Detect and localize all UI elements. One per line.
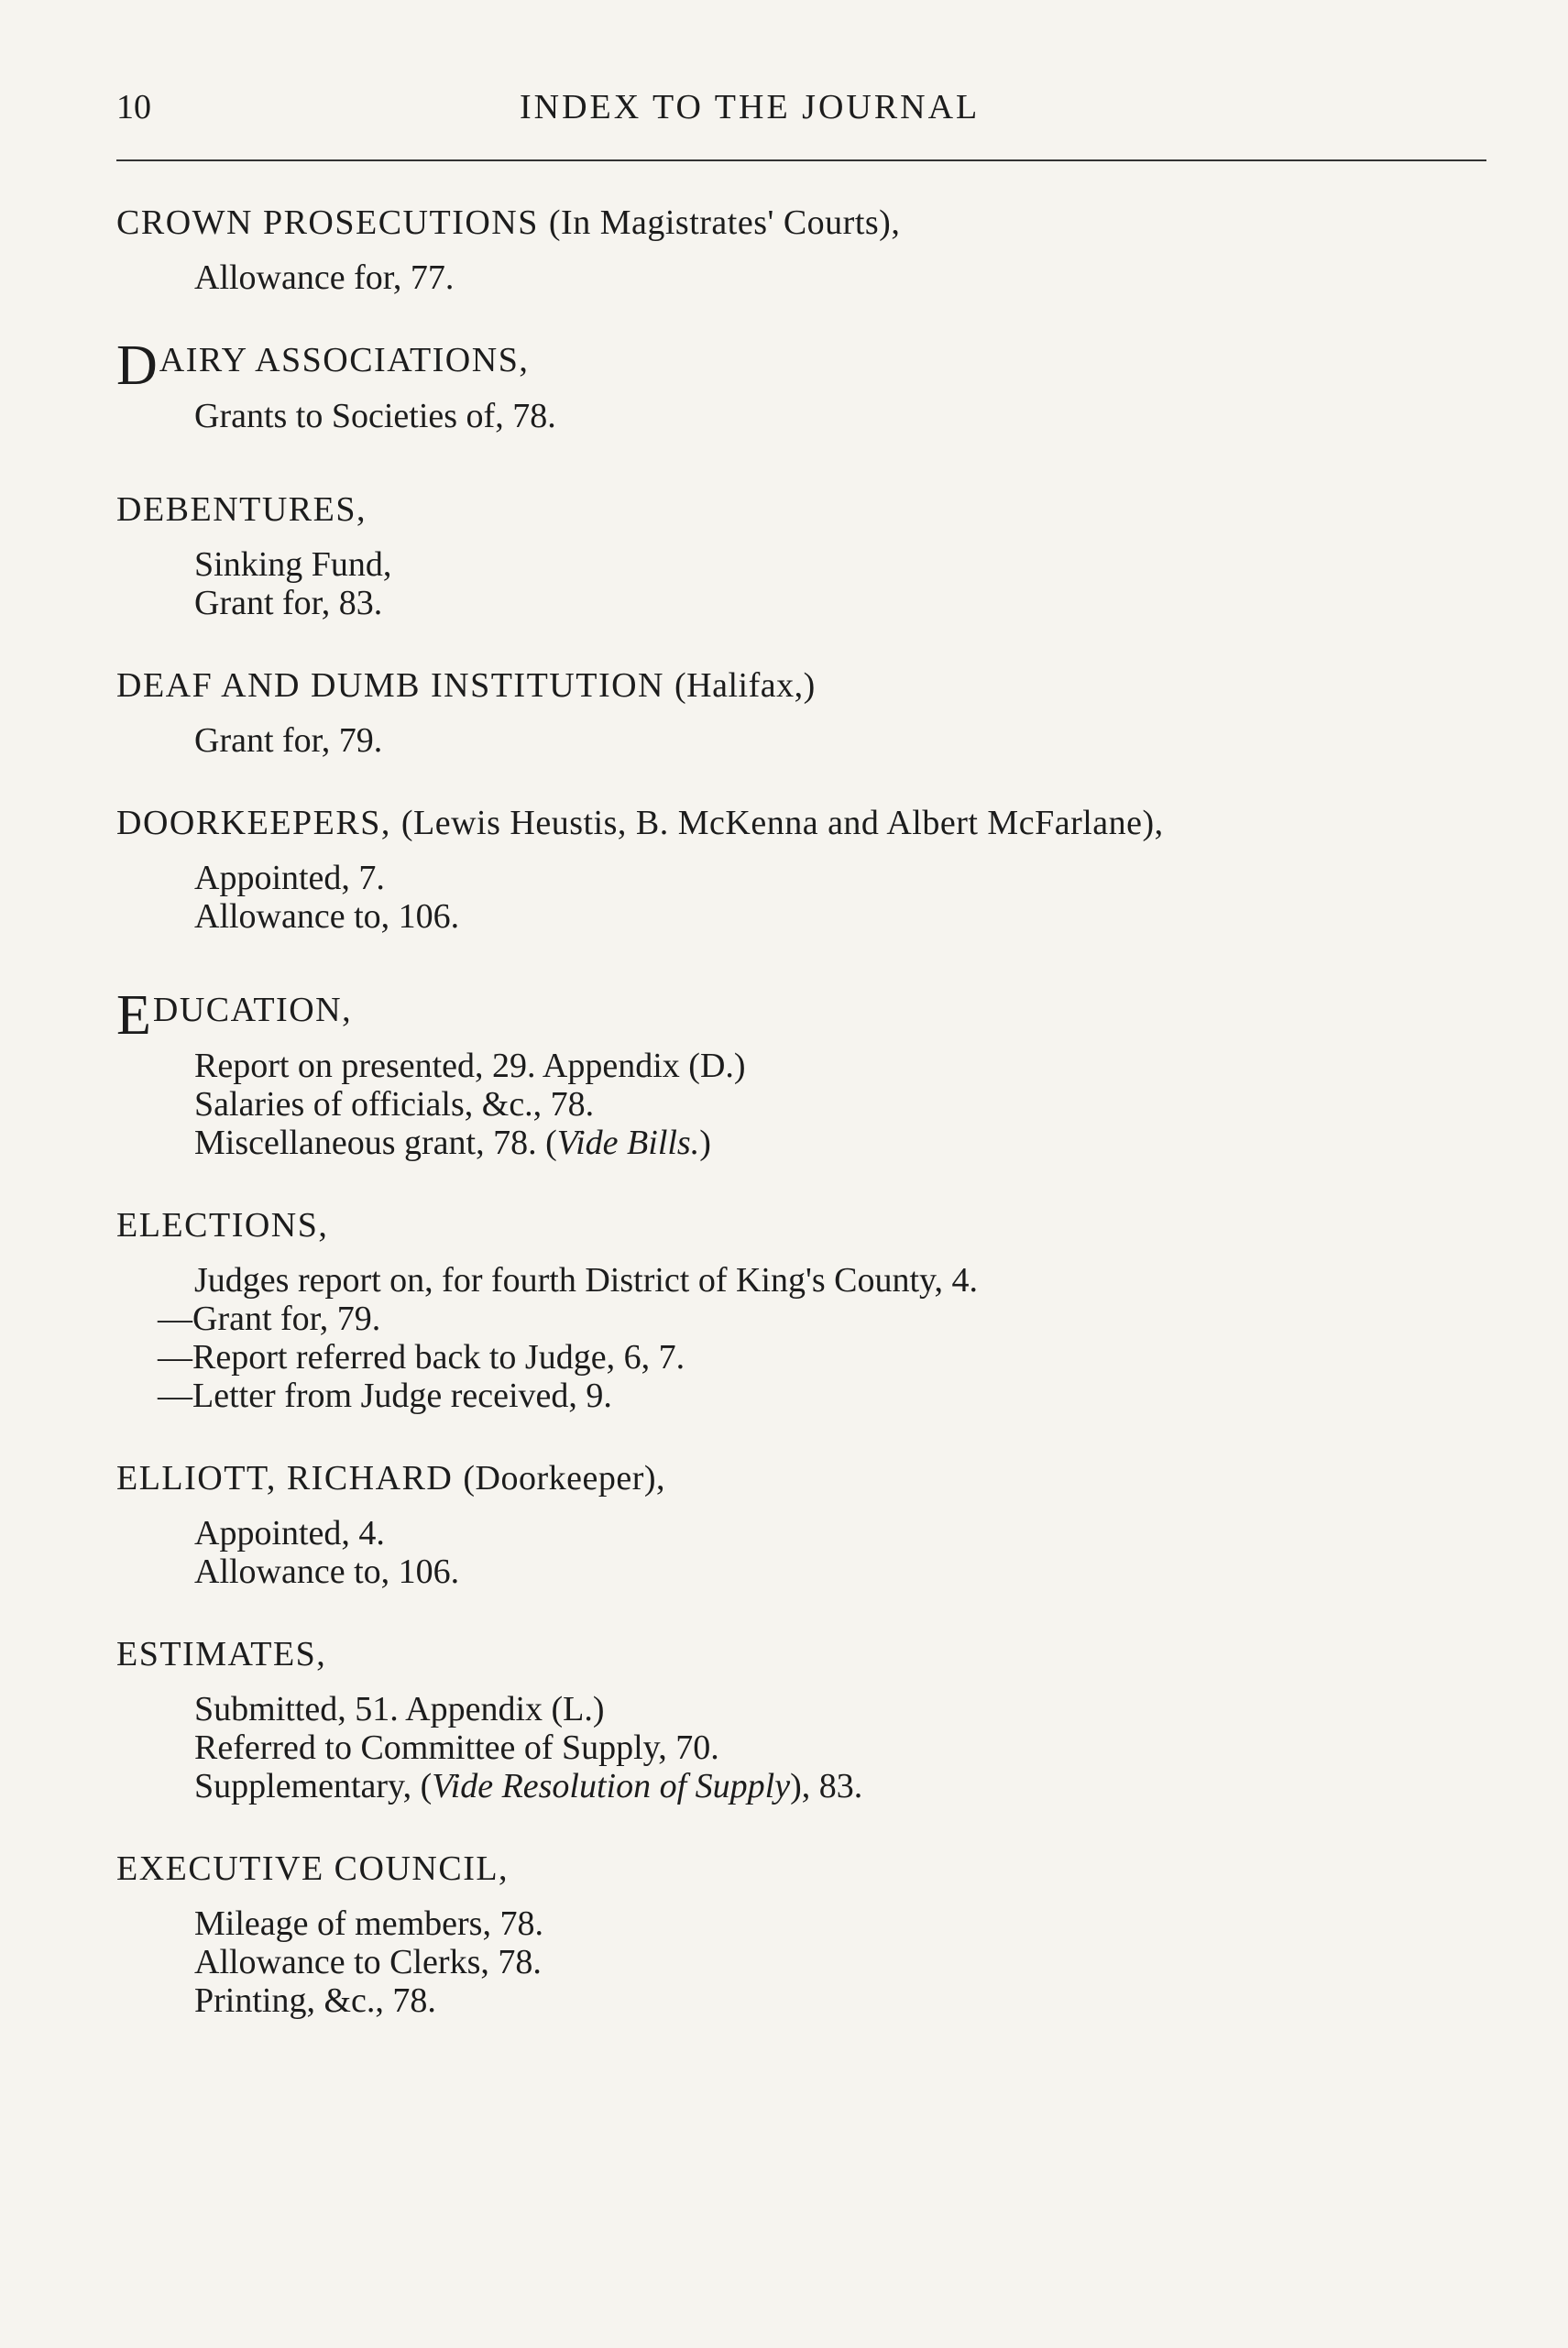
header-rule	[116, 159, 1486, 161]
subentry: Sinking Fund,	[194, 545, 392, 584]
index-entry-dairy-associations	[116, 337, 1491, 435]
subentry: Salaries of officials, &c., 78.	[194, 1085, 595, 1124]
subentry: Grants to Societies of, 78.	[194, 397, 556, 435]
entry-subitems	[116, 1514, 1491, 1591]
index-entry-deaf-and-dumb-institution	[116, 663, 1491, 760]
index-entry-crown-prosecutions	[116, 200, 1491, 297]
heading-note: (Lewis Heustis, B. McKenna and Albert McFarlane),	[400, 804, 1164, 842]
subentry-text: Supplementary, (	[194, 1767, 433, 1805]
entry-heading	[116, 1846, 1491, 1892]
entry-subitems	[116, 1904, 1491, 2020]
subentry-text: Miscellaneous grant, 78. (	[194, 1124, 557, 1162]
subentry	[194, 1767, 1491, 1805]
heading-note: (Halifax,)	[674, 666, 816, 705]
entry-subitems	[116, 721, 1491, 760]
index-entry-education	[116, 984, 1491, 1162]
index-entry-debentures	[116, 487, 1491, 622]
subentry	[194, 1124, 1491, 1162]
entry-subitems	[116, 397, 1491, 435]
index-entry-elections	[116, 1202, 1491, 1415]
subentry: Grant for, 79.	[194, 721, 383, 760]
index-entries	[116, 200, 1491, 2060]
heading-text: AIRY ASSOCIATIONS,	[159, 341, 530, 379]
entry-heading	[116, 1202, 1491, 1248]
entry-subitems	[116, 859, 1491, 936]
entry-heading	[116, 1631, 1491, 1677]
subentry: Printing, &c., 78.	[194, 1981, 436, 2020]
subentry: Report on presented, 29. Appendix (D.)	[194, 1047, 746, 1085]
entry-heading	[116, 335, 1491, 397]
index-entry-elliott-richard	[116, 1455, 1491, 1591]
page-header	[116, 87, 1486, 142]
heading-text: DUCATION,	[152, 991, 353, 1029]
subentry: Allowance to, 106.	[194, 1553, 460, 1591]
entry-heading	[116, 1455, 1491, 1501]
entry-subitems	[116, 1690, 1491, 1805]
subentry-italic: Vide Resolution of Supply	[432, 1767, 791, 1805]
heading-text: DEAF AND DUMB INSTITUTION	[116, 666, 664, 705]
drop-cap: E	[116, 984, 151, 1047]
subentry: Allowance for, 77.	[194, 258, 455, 297]
entry-heading	[116, 663, 1491, 708]
entry-subitems	[116, 1261, 1491, 1415]
entry-heading	[116, 984, 1491, 1047]
subentry: Mileage of members, 78.	[194, 1904, 543, 1943]
index-entry-doorkeepers	[116, 800, 1491, 936]
heading-note: (Doorkeeper),	[463, 1459, 666, 1498]
subentry: —Report referred back to Judge, 6, 7.	[158, 1338, 685, 1377]
subentry: Referred to Committee of Supply, 70.	[194, 1728, 719, 1767]
running-head: INDEX TO THE JOURNAL	[520, 88, 981, 126]
subentry-italic: Vide Bills.	[556, 1124, 700, 1162]
subentry: Grant for, 83.	[194, 584, 383, 622]
heading-text: ELECTIONS,	[116, 1206, 329, 1245]
entry-heading	[116, 200, 1491, 246]
index-entry-executive-council	[116, 1846, 1491, 2020]
subentry: —Letter from Judge received, 9.	[158, 1377, 612, 1415]
entry-subitems	[116, 258, 1491, 297]
entry-subitems	[116, 1047, 1491, 1162]
heading-note: (In Magistrates' Courts),	[548, 203, 901, 242]
subentry: Submitted, 51. Appendix (L.)	[194, 1690, 605, 1728]
heading-text: CROWN PROSECUTIONS	[116, 203, 539, 242]
heading-text: DOORKEEPERS,	[116, 804, 391, 842]
entry-heading	[116, 487, 1491, 532]
entry-subitems	[116, 545, 1491, 622]
entry-heading	[116, 800, 1491, 846]
heading-text: EXECUTIVE COUNCIL,	[116, 1849, 510, 1888]
heading-text: ESTIMATES,	[116, 1635, 327, 1673]
subentry: Appointed, 7.	[194, 859, 385, 897]
heading-text: DEBENTURES,	[116, 490, 367, 529]
drop-cap: D	[116, 335, 158, 397]
index-entry-estimates	[116, 1631, 1491, 1805]
subentry: Allowance to Clerks, 78.	[194, 1943, 542, 1981]
heading-text: ELLIOTT, RICHARD	[116, 1459, 454, 1498]
subentry-close: ), 83.	[790, 1767, 863, 1805]
subentry-close: )	[699, 1124, 711, 1162]
subentry: Allowance to, 106.	[194, 897, 460, 936]
page-number: 10	[116, 88, 151, 126]
subentry: —Grant for, 79.	[158, 1300, 381, 1338]
subentry: Appointed, 4.	[194, 1514, 385, 1553]
subentry: Judges report on, for fourth District of King's County, 4.	[194, 1261, 979, 1300]
